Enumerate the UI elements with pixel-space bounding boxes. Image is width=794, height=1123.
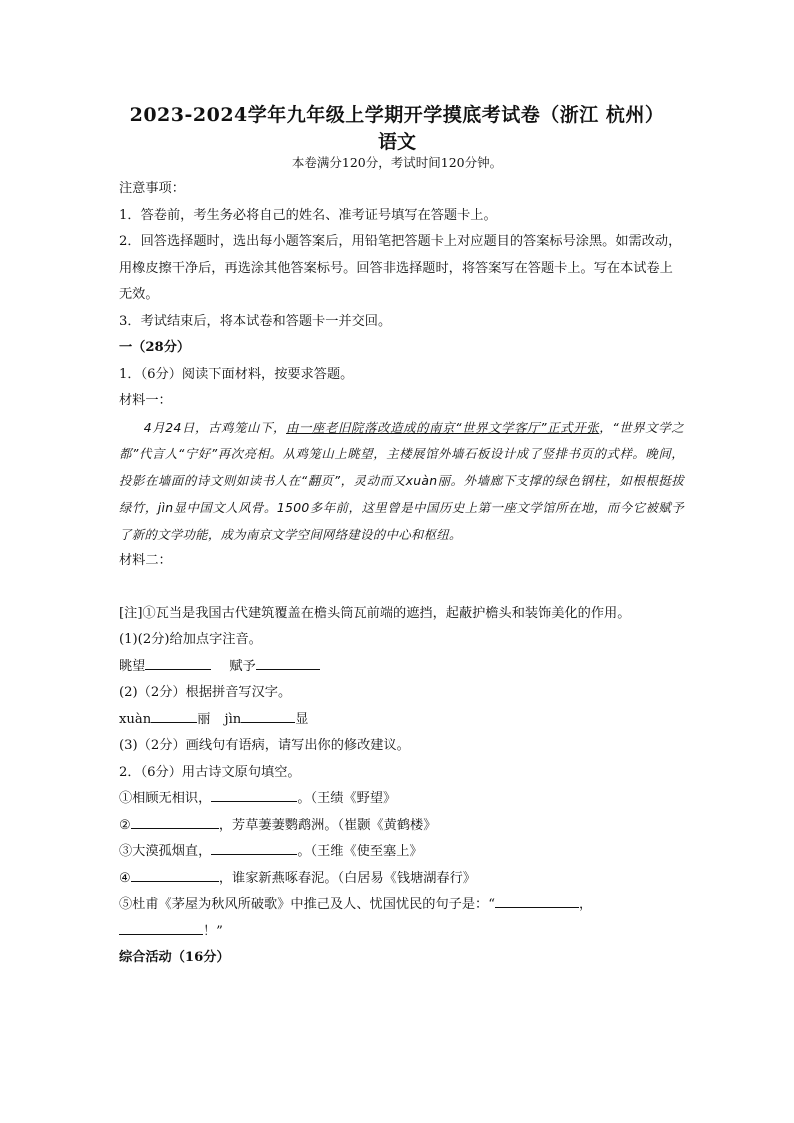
instructions-heading: 注意事项： (119, 181, 185, 196)
answer-blank[interactable] (131, 867, 219, 882)
answer-blank[interactable] (211, 787, 297, 802)
answer-blank[interactable] (119, 920, 203, 935)
answer-blank[interactable] (151, 708, 197, 723)
sub-question-1: (1)(2分)给加点字注音。 (119, 632, 262, 648)
next-section-heading: 综合活动（16分） (119, 950, 230, 966)
sub-question-1-answers: 眺望 赋予 (119, 654, 684, 681)
poem-line-5-cont: ！” (119, 919, 684, 946)
poem-line-3: ③大漠孤烟直， 。（王维《使至塞上》 (119, 839, 684, 866)
answer-blank[interactable] (145, 655, 211, 670)
section-heading: 一（28分） (119, 340, 191, 355)
instruction-item-2: 2．回答选择题时，选出每小题答案后，用铅笔把答题卡上对应题目的答案标号涂黑。如需改动，用橡皮擦干净后，再选涂其他答案标号。回答非选择题时，将答案写在答题卡上。写在本试卷上无效。 (119, 234, 682, 302)
sub-question-2: (2)（2分）根据拼音写汉字。 (119, 685, 292, 701)
exam-note: 本卷满分120分，考试时间120分钟。 (291, 155, 503, 170)
question-1-intro: 1．（6分）阅读下面材料，按要求答题。 (119, 366, 354, 382)
answer-blank[interactable] (256, 655, 320, 670)
exam-title: 2023-2024学年九年级上学期开学摸底考试卷（浙江 杭州） (129, 104, 665, 126)
poem-line-2: ② ，芳草萋萋鹦鹉洲。（崔颢《黄鹤楼》 (119, 813, 684, 840)
poem-line-1: ①相顾无相识， 。（王绩《野望》 (119, 786, 684, 813)
poem-line-4: ④ ，谁家新燕啄春泥。（白居易《钱塘湖春行》 (119, 866, 684, 893)
footnote: [注]①瓦当是我国古代建筑覆盖在檐头筒瓦前端的遮挡，起蔽护檐头和装饰美化的作用。 (119, 605, 631, 621)
sub-question-2-answers: xuàn 丽 jìn 显 (119, 707, 684, 734)
poem-line-5: ⑤杜甫《茅屋为秋风所破歌》中推己及人、忧国忧民的句子是：“ ， (119, 892, 684, 919)
question-2-intro: 2．（6分）用古诗文原句填空。 (119, 764, 301, 780)
material-1-label: 材料一： (119, 393, 172, 408)
answer-blank[interactable] (211, 840, 297, 855)
material-1-text (119, 415, 684, 549)
answer-blank[interactable] (131, 814, 219, 829)
material-2-label: 材料二： (119, 553, 172, 569)
subject-title: 语文 (377, 131, 416, 153)
exam-body (119, 176, 684, 972)
instruction-item-3: 3．考试结束后，将本试卷和答题卡一并交回。 (119, 313, 392, 329)
instruction-item-1: 1．答卷前，考生务必将自己的姓名、准考证号填写在答题卡上。 (119, 207, 497, 223)
sub-question-3: (3)（2分）画线句有语病，请写出你的修改建议。 (119, 738, 410, 754)
answer-blank[interactable] (495, 893, 579, 908)
material-1-after: ，“世界文学之都”代言人“宁好”再次亮相。从鸡笼山上眺望，主楼展馆外墙石板设计成了竖排书页的式样。晚间，投影在墙面的诗文则如读书人在“翻页”，灵动而又xuàn丽。外墙廊下支撑的绿色钢柱，如根根挺拔绿竹，jìn显中国文人风骨。1500多年前，这里曾是中国历史上第一座文学馆所在地，而今它被赋予了新的文学功能，成为南京文学空间网络建设的中心和枢纽。 (119, 419, 684, 542)
underlined-sentence: 由一座老旧院落改造成的南京“世界文学客厅”正式开张 (286, 419, 600, 435)
material-2-image-placeholder (119, 575, 684, 601)
answer-blank[interactable] (241, 708, 295, 723)
material-1-before: 4月24日，古鸡笼山下， (143, 419, 287, 435)
